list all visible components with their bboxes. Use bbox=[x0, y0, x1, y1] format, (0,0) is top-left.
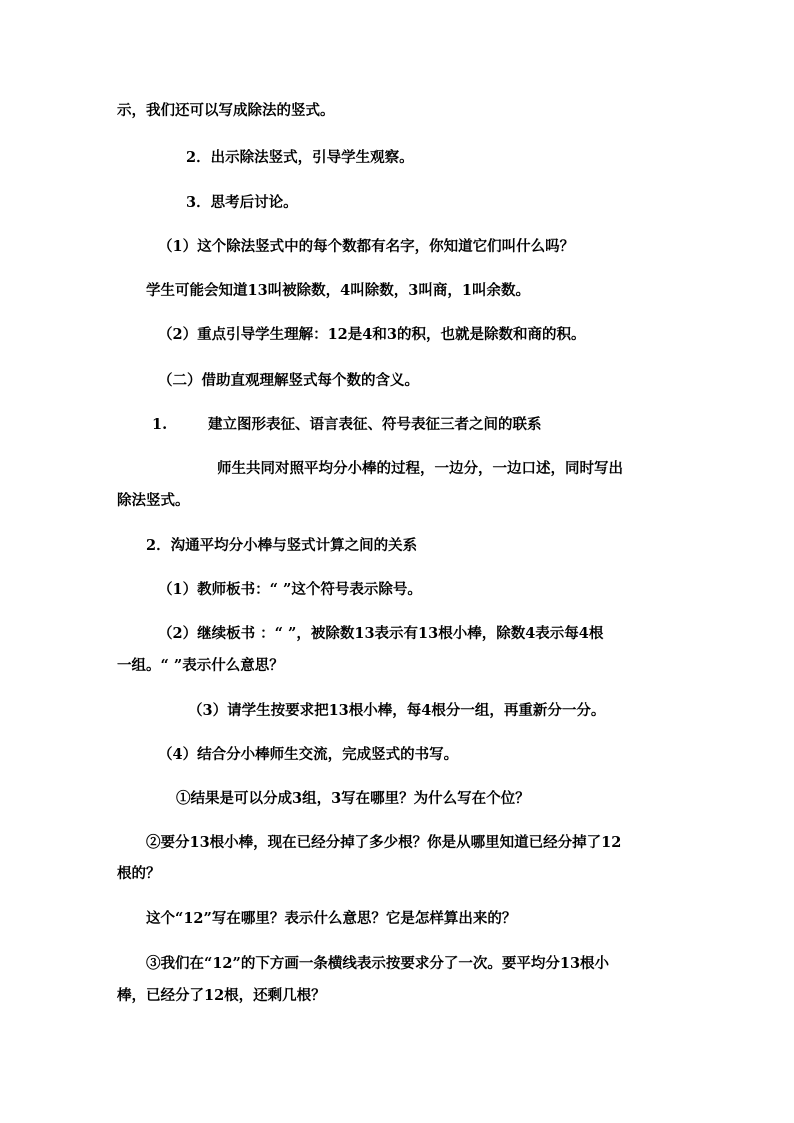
circled-2-line: ②要分13根小棒，现在已经分掉了多少根？你是从哪里知道已经分掉了12 bbox=[146, 834, 622, 851]
activity-4-line: （4）结合分小棒师生交流，完成竖式的书写。 bbox=[158, 746, 459, 763]
paragraph-line-1: 示，我们还可以写成除法的竖式。 bbox=[117, 102, 335, 119]
step-2-line: 2．出示除法竖式，引导学生观察。 bbox=[186, 149, 414, 166]
board-writing-line-2: （2）继续板书 ：“ ”，被除数13表示有13根小棒，除数4表示每4根 bbox=[158, 625, 604, 642]
circled-3-line: ③我们在“12”的下方画一条横线表示按要求分了一次。要平均分13根小 bbox=[146, 955, 610, 972]
circled-1-line: ①结果是可以分成3组，3写在哪里？为什么写在个位？ bbox=[176, 790, 530, 807]
section-heading-2: （二）借助直观理解竖式每个数的含义。 bbox=[158, 372, 419, 389]
key-point-line: （2）重点引导学生理解：12是4和3的积，也就是除数和商的积。 bbox=[158, 326, 586, 343]
step-2-heading: 2．沟通平均分小棒与竖式计算之间的关系 bbox=[146, 537, 418, 554]
list-item-1-text: 建立图形表征、语言表征、符号表征三者之间的联系 bbox=[208, 416, 542, 433]
paragraph-line-continued: 除法竖式。 bbox=[117, 492, 190, 509]
step-3-line: 3．思考后讨论。 bbox=[186, 194, 298, 211]
question-1-line: （1）这个除法竖式中的每个数都有名字，你知道它们叫什么吗？ bbox=[158, 238, 575, 255]
board-writing-line-2-cont: 一组。“ ”表示什么意思？ bbox=[117, 657, 284, 674]
board-writing-line-1: （1）教师板书：“ ”这个符号表示除号。 bbox=[158, 581, 422, 598]
paragraph-line-teacher-student: 师生共同对照平均分小棒的过程，一边分，一边口述，同时写出 bbox=[217, 460, 623, 477]
circled-3-line-cont: 棒，已经分了12根，还剩几根？ bbox=[117, 987, 326, 1004]
list-number-1: 1. bbox=[152, 416, 168, 433]
circled-2-line-cont: 根的？ bbox=[117, 865, 161, 882]
student-answer-line: 学生可能会知道13叫被除数，4叫除数，3叫商，1叫余数。 bbox=[146, 282, 530, 299]
question-12-line: 这个“12”写在哪里？表示什么意思？它是怎样算出来的？ bbox=[146, 910, 517, 927]
activity-3-line: （3）请学生按要求把13根小棒，每4根分一组，再重新分一分。 bbox=[188, 702, 606, 719]
